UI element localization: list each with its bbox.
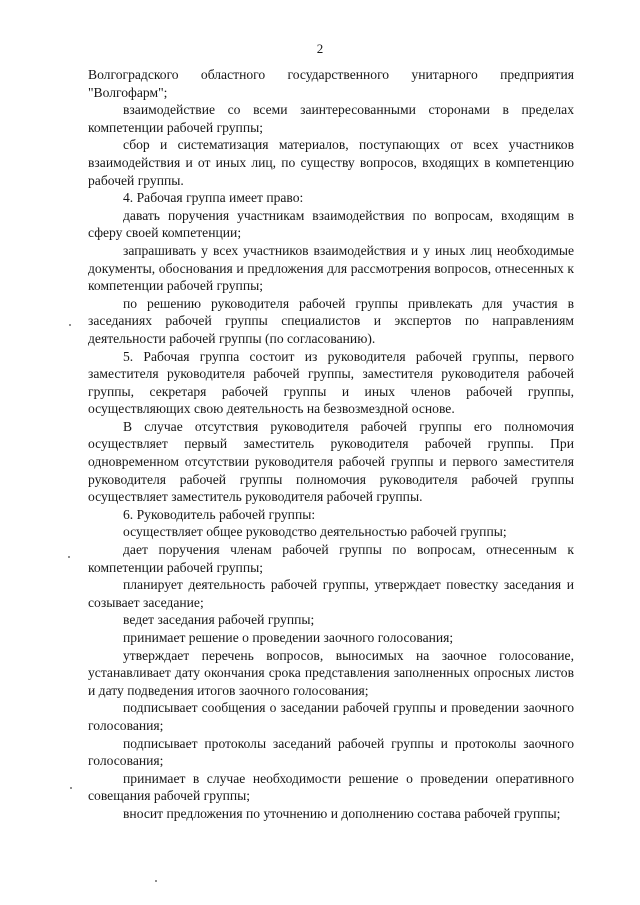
paragraph: вносит предложения по уточнению и дополнению состава рабочей группы; xyxy=(123,805,561,821)
paragraph: подписывает сообщения о заседании рабочей группы и проведении заочного голосования; xyxy=(88,700,574,733)
paragraph: давать поручения участникам взаимодействия по вопросам, входящим в сферу своей компетенции; xyxy=(88,207,574,241)
paragraph: подписывает протоколы заседаний рабочей группы и протоколы заочного голосования; xyxy=(88,735,574,769)
paragraph: по решению руководителя рабочей группы привлекать для участия в заседаниях рабочей группы специалистов и экспертов по направлениям деятельности рабочей группы (по согласованию). xyxy=(88,295,574,346)
section-6-heading: 6. Руководитель рабочей группы: xyxy=(123,506,316,522)
scan-speck xyxy=(70,787,72,789)
paragraph: В случае отсутствия руководителя рабочей группы его полномочия осуществляет первый заместитель руководителя рабочей группы. При одновременном отсутствии руководителя рабочей группы и первого заместителя руководителя рабочей группы полномочия руководителя рабочей группы осуществляет заместитель руководителя рабочей группы. xyxy=(88,418,574,505)
paragraph: сбор и систематизация материалов, поступающих от всех участников взаимодействия и от иных лиц, по существу вопросов, входящих в компетенцию рабочей группы. xyxy=(88,137,574,188)
scan-speck xyxy=(155,880,157,882)
paragraph: осуществляет общее руководство деятельностью рабочей группы; xyxy=(123,524,507,540)
scan-speck xyxy=(69,324,71,326)
paragraph: планирует деятельность рабочей группы, утверждает повестку заседания и созывает заседание; xyxy=(88,577,574,610)
page-number: 2 xyxy=(316,41,324,56)
paragraph: взаимодействие со всеми заинтересованными сторонами в пределах компетенции рабочей группы; xyxy=(88,102,574,135)
section-5-paragraph: 5. Рабочая группа состоит из руководителя рабочей группы, первого заместителя руководителя рабочей группы, заместителя руководителя рабочей группы, секретаря рабочей группы и иных членов рабочей группы, осуществляющих свою деятельность на безвозмездной основе. xyxy=(88,348,574,417)
paragraph: принимает в случае необходимости решение о проведении оперативного совещания рабочей группы; xyxy=(88,770,574,804)
paragraph: утверждает перечень вопросов, выносимых на заочное голосование, устанавливает дату окончания срока представления заполненных опросных листов и дату подведения итогов заочного голосования; xyxy=(88,647,574,698)
paragraph-continuation: Волгоградского областного государственного унитарного предприятия "Волгофарм"; xyxy=(88,67,574,100)
document-body xyxy=(88,66,574,823)
paragraph: запрашивать у всех участников взаимодействия и у иных лиц необходимые документы, обоснования и предложения для рассмотрения вопросов, отнесенных к компетенции рабочей группы; xyxy=(88,242,574,294)
scan-speck xyxy=(68,556,70,558)
paragraph: дает поручения членам рабочей группы по вопросам, отнесенным к компетенции рабочей группы; xyxy=(88,542,574,575)
paragraph: принимает решение о проведении заочного голосования; xyxy=(123,630,454,645)
paragraph: ведет заседания рабочей группы; xyxy=(123,612,315,628)
section-4-heading: 4. Рабочая группа имеет право: xyxy=(123,190,304,206)
